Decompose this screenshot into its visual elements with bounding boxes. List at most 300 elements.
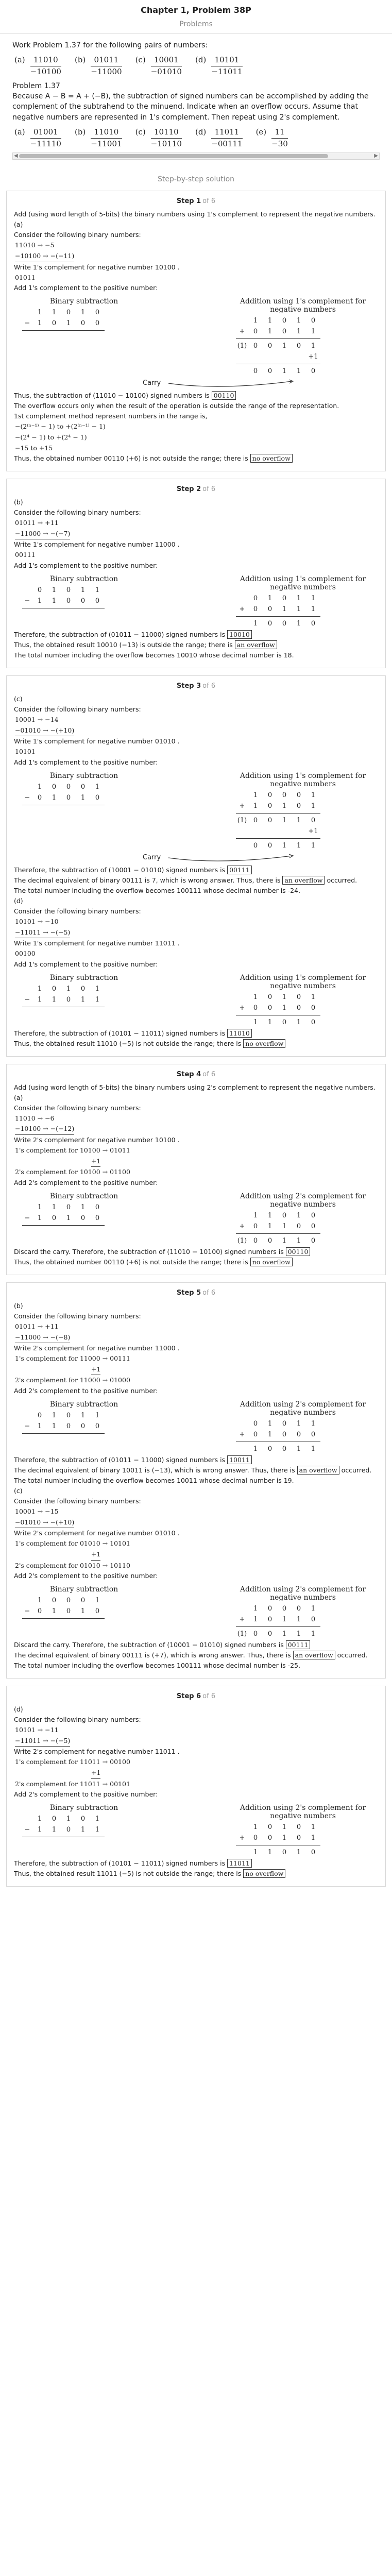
- digit-cell: 0: [282, 1445, 287, 1453]
- pair-top: 10101: [214, 55, 240, 65]
- overflow-box: an overflow: [293, 1651, 335, 1659]
- text: Therefore, the subtraction of (01011 − 11000) signed numbers is: [14, 631, 226, 639]
- pair-bottom: −30: [271, 138, 288, 150]
- digit-cell: 0: [267, 620, 272, 628]
- carry-label: Carry: [143, 379, 161, 387]
- no-overflow-box: no overflow: [243, 1869, 285, 1878]
- math: 2's complement for 11000 → 01000: [15, 1376, 130, 1384]
- subtraction-title: Binary subtraction: [49, 1585, 118, 1594]
- text: Consider the following binary numbers:: [14, 1312, 141, 1320]
- digit-cell: 1: [52, 1412, 57, 1420]
- digit-cell: +: [239, 1222, 245, 1230]
- scroll-right-icon[interactable]: ▶: [374, 153, 378, 159]
- digit-cell: 0: [296, 802, 301, 810]
- digit-cell: 0: [66, 1826, 71, 1834]
- text: occurred.: [341, 1466, 372, 1475]
- digit-cell: 1: [296, 1420, 301, 1428]
- pair-values: [30, 55, 61, 78]
- digit-cell: 0: [311, 367, 316, 376]
- digit-cell: 0: [311, 1236, 316, 1245]
- text: The total number including the overflow becomes 10011 whose decimal number is 19.: [14, 1477, 294, 1485]
- text: Add (using word length of 5-bits) the binary numbers using 1's complement to represent the negative numbers.: [14, 210, 376, 218]
- math: 10101 → −10: [15, 917, 59, 925]
- text: (b): [14, 498, 23, 506]
- digit-cell: 1: [95, 1815, 100, 1823]
- digit-cell: +1: [308, 353, 318, 361]
- pair-values: [271, 127, 288, 150]
- scrollbar-thumb[interactable]: [19, 154, 328, 158]
- digit-cell: 1: [66, 1815, 71, 1823]
- pair-label: (c): [135, 127, 146, 137]
- result-box: 00111: [286, 1640, 311, 1649]
- digit-cell: 1: [296, 1445, 301, 1453]
- digit-cell: 0: [296, 1431, 301, 1439]
- digit-cell: +: [239, 802, 245, 810]
- addition-grid: [236, 595, 370, 628]
- digit-cell: 0: [267, 1834, 272, 1842]
- text: Write 2's complement for negative number 10100 .: [14, 1136, 180, 1144]
- digit-cell: 0: [66, 1607, 71, 1616]
- digit-cell: 0: [267, 605, 272, 614]
- calculation: [14, 1585, 378, 1638]
- digit-cell: 0: [267, 342, 272, 350]
- digit-cell: −: [24, 1607, 30, 1616]
- pair-top: 11011: [214, 127, 240, 137]
- digit-cell: 1: [296, 620, 301, 628]
- text: (d): [14, 896, 23, 905]
- digit-cell: +1: [308, 827, 318, 835]
- digit-cell: 0: [253, 1834, 258, 1842]
- digit-cell: 0: [80, 1214, 86, 1222]
- digit-cell: 1: [80, 586, 86, 595]
- digit-cell: 0: [253, 367, 258, 376]
- digit-cell: 1: [296, 317, 301, 325]
- digit-cell: 0: [80, 783, 86, 791]
- digit-cell: 0: [267, 1616, 272, 1624]
- digit-cell: 1: [52, 309, 57, 317]
- pair-bottom: −11000: [91, 66, 122, 78]
- math: −11000 → −(−8): [15, 1332, 70, 1344]
- text: (d): [14, 1705, 23, 1714]
- digit-cell: 1: [267, 1849, 272, 1857]
- text: Add 1's complement to the positive number:: [14, 960, 158, 968]
- pair-top: 01011: [94, 55, 119, 65]
- digit-cell: 0: [296, 993, 301, 1001]
- digit-cell: 1: [296, 605, 301, 614]
- digit-cell: 1: [296, 841, 301, 850]
- digit-cell: 0: [282, 1018, 287, 1026]
- math: +1: [91, 1768, 100, 1779]
- digit-cell: 0: [80, 1597, 86, 1605]
- digit-cell: 1: [253, 1445, 258, 1453]
- digit-cell: 0: [253, 328, 258, 336]
- result-box: 11010: [227, 1029, 252, 1038]
- step-label: Step 4: [176, 1070, 201, 1078]
- math: 10001 → −15: [15, 1507, 59, 1516]
- digit-cell: 0: [66, 783, 71, 791]
- addition-title: Addition using 2's complement for negative numbers: [240, 1192, 366, 1209]
- text: Add 2's complement to the positive number:: [14, 1387, 158, 1395]
- text: The decimal equivalent of binary 00111 is (+7), which is wrong answer. Thus, there is: [14, 1651, 291, 1659]
- digit-cell: 1: [296, 816, 301, 824]
- calculation: [14, 1192, 378, 1245]
- digit-cell: 0: [253, 342, 258, 350]
- digit-cell: 0: [52, 783, 57, 791]
- digit-cell: +: [239, 1834, 245, 1842]
- scroll-left-icon[interactable]: ◀: [14, 153, 18, 159]
- digit-cell: 0: [282, 595, 287, 603]
- digit-cell: 0: [66, 1422, 71, 1431]
- digit-cell: 1: [267, 595, 272, 603]
- digit-cell: 0: [80, 1422, 86, 1431]
- digit-cell: +: [239, 1431, 245, 1439]
- digit-cell: 1: [267, 1420, 272, 1428]
- digit-cell: 1: [311, 1823, 316, 1832]
- sum-rule: [22, 1433, 105, 1434]
- step-count: of 6: [202, 1070, 216, 1078]
- digit-cell: −: [24, 597, 30, 605]
- subtraction-grid: [22, 985, 146, 1007]
- problem-pair: [135, 55, 182, 78]
- digit-cell: 0: [282, 791, 287, 799]
- digit-cell: 1: [253, 993, 258, 1001]
- math: 2's complement for 01010 → 10110: [15, 1561, 130, 1569]
- problem-pair: [75, 127, 122, 150]
- problem-pair: [75, 55, 122, 78]
- text: Thus, the obtained result 11011 (−5) is not outside the range; there is: [14, 1870, 242, 1878]
- digit-cell: 0: [296, 1834, 301, 1842]
- pair-bottom: −11110: [30, 138, 61, 150]
- text: (a): [14, 1093, 23, 1101]
- pair-bottom: −11001: [91, 138, 122, 150]
- digit-cell: (1): [237, 816, 247, 824]
- digit-cell: 1: [66, 1214, 71, 1222]
- digit-cell: 0: [282, 1431, 287, 1439]
- text: (c): [14, 1487, 23, 1495]
- text: Consider the following binary numbers:: [14, 907, 141, 915]
- digit-cell: (1): [237, 342, 247, 350]
- digit-cell: 0: [311, 1211, 316, 1219]
- pair-top: 10110: [154, 127, 179, 137]
- digit-cell: 0: [296, 1004, 301, 1012]
- step-label: Step 3: [176, 682, 201, 690]
- text: Write 2's complement for negative number 11000 .: [14, 1344, 180, 1352]
- pair-top: 10001: [154, 55, 179, 65]
- text: Discard the carry. Therefore, the subtraction of (11010 − 10100) signed numbers is: [14, 1247, 284, 1256]
- addition-title: Addition using 1's complement for negative numbers: [240, 973, 366, 990]
- text: Consider the following binary numbers:: [14, 231, 141, 239]
- pair-values: [91, 55, 122, 78]
- subtraction-grid: [22, 1204, 146, 1226]
- digit-cell: 1: [267, 1431, 272, 1439]
- problem-pair: [195, 127, 243, 150]
- result-box: 00110: [212, 391, 236, 400]
- digit-cell: 1: [296, 1616, 301, 1624]
- digit-cell: 1: [66, 319, 71, 328]
- header: [0, 0, 392, 28]
- digit-cell: 1: [282, 1630, 287, 1638]
- calculation: [14, 1804, 378, 1856]
- digit-cell: 1: [311, 1605, 316, 1613]
- digit-cell: 0: [95, 1214, 100, 1222]
- digit-cell: 1: [80, 309, 86, 317]
- pair-top: 11: [275, 127, 285, 137]
- addition-title: Addition using 1's complement for negative numbers: [240, 771, 366, 788]
- addition-title: Addition using 2's complement for negative numbers: [240, 1804, 366, 1821]
- digit-cell: 1: [282, 802, 287, 810]
- digit-cell: 0: [66, 995, 71, 1004]
- digit-cell: 1: [267, 1211, 272, 1219]
- digit-cell: 1: [282, 1236, 287, 1245]
- digit-cell: 0: [311, 1849, 316, 1857]
- digit-cell: 1: [37, 319, 42, 328]
- digit-cell: 1: [282, 816, 287, 824]
- step-count: of 6: [202, 1692, 216, 1701]
- calculation: [14, 772, 378, 850]
- problem-pairs: [14, 55, 380, 78]
- text: Write 1's complement for negative number 10100 .: [14, 263, 180, 271]
- math: 1's complement for 10100 → 01011: [15, 1146, 130, 1155]
- pair-label: (d): [195, 55, 207, 65]
- math: 10101: [15, 748, 36, 756]
- math: −(2⁽ⁿ⁻¹⁾ − 1) to +(2⁽ⁿ⁻¹⁾ − 1): [15, 422, 106, 431]
- text: Write 1's complement for negative number 01010 .: [14, 737, 180, 745]
- digit-cell: −: [24, 1826, 30, 1834]
- digit-cell: 1: [253, 1018, 258, 1026]
- pair-label: (e): [255, 127, 267, 137]
- text: Thus, the subtraction of (11010 − 10100) signed numbers is: [14, 392, 210, 400]
- digit-cell: 0: [267, 1823, 272, 1832]
- digit-cell: 1: [296, 1849, 301, 1857]
- sum-rule: [236, 813, 320, 814]
- digit-cell: +: [239, 605, 245, 614]
- digit-cell: 0: [296, 1222, 301, 1230]
- reference-pairs: [14, 127, 380, 150]
- digit-cell: 1: [80, 1826, 86, 1834]
- subtraction-title: Binary subtraction: [49, 575, 118, 584]
- step-label: Step 1: [176, 197, 201, 206]
- digit-cell: 1: [253, 1605, 258, 1613]
- pair-values: [91, 127, 122, 150]
- digit-cell: 1: [311, 342, 316, 350]
- addition-grid: [236, 1605, 370, 1638]
- digit-cell: 1: [253, 620, 258, 628]
- digit-cell: 1: [253, 1616, 258, 1624]
- digit-cell: 1: [52, 1826, 57, 1834]
- problem-pair: [135, 127, 182, 150]
- digit-cell: 1: [311, 841, 316, 850]
- subtraction-grid: [22, 586, 146, 608]
- digit-cell: −: [24, 319, 30, 328]
- digit-cell: 0: [52, 319, 57, 328]
- text: The overflow occurs only when the result of the operation is outside the range of the representation.: [14, 402, 339, 410]
- digit-cell: 0: [66, 1203, 71, 1211]
- digit-cell: 0: [95, 1422, 100, 1431]
- pair-top: 11010: [94, 127, 119, 137]
- digit-cell: 1: [282, 342, 287, 350]
- digit-cell: 1: [253, 1823, 258, 1832]
- math: 10101 → −11: [15, 1726, 59, 1734]
- digit-cell: 1: [282, 993, 287, 1001]
- digit-cell: 0: [52, 985, 57, 993]
- addition-grid: [236, 1212, 370, 1245]
- sum-rule: [236, 838, 320, 839]
- digit-cell: 1: [296, 595, 301, 603]
- digit-cell: 1: [80, 1607, 86, 1616]
- digit-cell: 0: [95, 319, 100, 328]
- text: Write 1's complement for negative number 11000 .: [14, 540, 180, 549]
- result-box: 10010: [227, 630, 252, 639]
- digit-cell: 1: [311, 1630, 316, 1638]
- digit-cell: 1: [37, 1815, 42, 1823]
- digit-cell: 1: [267, 328, 272, 336]
- digit-cell: 0: [253, 1236, 258, 1245]
- reference-label: Problem 1.37: [12, 81, 60, 90]
- text: Add (using word length of 5-bits) the binary numbers using 2's complement to represent the negative numbers.: [14, 1083, 376, 1091]
- carry-arrow: [14, 852, 374, 865]
- math: −10100 → −(−12): [15, 1124, 74, 1135]
- digit-cell: 0: [282, 1849, 287, 1857]
- text: Therefore, the subtraction of (10101 − 11011) signed numbers is: [14, 1029, 226, 1037]
- page-title: Chapter 1, Problem 38P: [141, 5, 251, 15]
- text: Therefore, the subtraction of (01011 − 11000) signed numbers is: [14, 1456, 226, 1464]
- digit-cell: 1: [311, 802, 316, 810]
- digit-cell: 1: [296, 1630, 301, 1638]
- digit-cell: 1: [37, 309, 42, 317]
- math: 00100: [15, 950, 36, 958]
- digit-cell: 1: [267, 1018, 272, 1026]
- digit-cell: 0: [311, 1616, 316, 1624]
- digit-cell: 0: [37, 1412, 42, 1420]
- text: Write 2's complement for negative number 11011 .: [14, 1748, 180, 1756]
- math: +1: [91, 1364, 100, 1376]
- digit-cell: 0: [296, 342, 301, 350]
- digit-cell: −: [24, 1214, 30, 1222]
- text: Add 2's complement to the positive number:: [14, 1790, 158, 1799]
- digit-cell: 0: [267, 1004, 272, 1012]
- digit-cell: 1: [52, 793, 57, 802]
- text: Consider the following binary numbers:: [14, 509, 141, 517]
- pair-values: [151, 127, 182, 150]
- problems-tab[interactable]: Problems: [179, 20, 213, 28]
- text: The decimal equivalent of binary 10011 is (−13), which is wrong answer. Thus, there is: [14, 1466, 295, 1475]
- problem-intro: Work Problem 1.37 for the following pairs of numbers:: [12, 41, 208, 49]
- digit-cell: 1: [282, 367, 287, 376]
- digit-cell: 1: [311, 791, 316, 799]
- digit-cell: 1: [296, 1236, 301, 1245]
- digit-cell: −: [24, 793, 30, 802]
- digit-cell: 0: [311, 620, 316, 628]
- digit-cell: 0: [311, 816, 316, 824]
- digit-cell: 1: [52, 1203, 57, 1211]
- digit-cell: 0: [267, 791, 272, 799]
- digit-cell: 0: [311, 317, 316, 325]
- digit-cell: 1: [253, 1211, 258, 1219]
- digit-cell: 1: [311, 1420, 316, 1428]
- reference-text: Because A − B = A + (−B), the subtraction of signed numbers can be accomplished by adding the complement of the subtrahend to the minuend. Indicate when an overflow occurs. Assume that negative numbers are represented in 1's complement. Then repeat using 2's complement.: [12, 92, 369, 122]
- text: 1st complement method represent numbers in the range is,: [14, 412, 208, 420]
- digit-cell: 0: [267, 816, 272, 824]
- digit-cell: (1): [237, 1630, 247, 1638]
- pair-top: 01001: [33, 127, 58, 137]
- digit-cell: 1: [37, 783, 42, 791]
- math: 1's complement for 11000 → 00111: [15, 1354, 130, 1363]
- text: Therefore, the subtraction of (10001 − 01010) signed numbers is: [14, 866, 226, 874]
- digit-cell: 0: [66, 1412, 71, 1420]
- digit-cell: 1: [311, 595, 316, 603]
- text: Consider the following binary numbers:: [14, 705, 141, 714]
- digit-cell: −: [24, 1422, 30, 1431]
- digit-cell: 1: [253, 1849, 258, 1857]
- step-count: of 6: [202, 485, 216, 494]
- digit-cell: 1: [282, 1834, 287, 1842]
- digit-cell: 1: [80, 995, 86, 1004]
- pair-values: [30, 127, 61, 150]
- digit-cell: 0: [95, 1607, 100, 1616]
- digit-cell: 0: [267, 1445, 272, 1453]
- carry-arrow: [14, 377, 374, 391]
- digit-cell: 0: [311, 1004, 316, 1012]
- digit-cell: 0: [66, 793, 71, 802]
- math: 1's complement for 11011 → 00100: [15, 1758, 130, 1766]
- problem-pair: [195, 55, 243, 78]
- subtraction-title: Binary subtraction: [49, 1400, 118, 1409]
- step-count: of 6: [202, 682, 216, 690]
- overflow-box: an overflow: [235, 640, 277, 649]
- addition-title: Addition using 2's complement for negative numbers: [240, 1585, 366, 1602]
- math: 11010 → −5: [15, 241, 55, 249]
- step-2: [6, 479, 386, 668]
- text: The decimal equivalent of binary 00111 is 7, which is wrong answer. Thus, there is: [14, 876, 281, 884]
- digit-cell: 0: [95, 597, 100, 605]
- digit-cell: 1: [37, 1826, 42, 1834]
- pair-label: (b): [74, 127, 86, 137]
- digit-cell: 1: [95, 1412, 100, 1420]
- text: Discard the carry. Therefore, the subtraction of (10001 − 01010) signed numbers is: [14, 1641, 284, 1649]
- digit-cell: 0: [253, 595, 258, 603]
- digit-cell: 0: [296, 1605, 301, 1613]
- text: Add 1's complement to the positive number:: [14, 758, 158, 766]
- addition-grid: [236, 993, 370, 1026]
- step-count: of 6: [202, 1289, 216, 1297]
- digit-cell: 0: [52, 1214, 57, 1222]
- subtraction-title: Binary subtraction: [49, 1192, 118, 1200]
- digit-cell: 1: [80, 793, 86, 802]
- pair-label: (d): [195, 127, 207, 137]
- digit-cell: 0: [66, 597, 71, 605]
- step-1: [6, 191, 386, 471]
- result-box: 10011: [227, 1455, 252, 1464]
- digit-cell: 0: [282, 1420, 287, 1428]
- digit-cell: 0: [253, 605, 258, 614]
- pair-bottom: −00111: [211, 138, 242, 150]
- digit-cell: 0: [80, 1815, 86, 1823]
- pair-bottom: −10100: [30, 66, 61, 78]
- digit-cell: 1: [253, 802, 258, 810]
- text: (c): [14, 695, 23, 703]
- horizontal-scrollbar[interactable]: [12, 152, 380, 160]
- math: 11010 → −6: [15, 1114, 55, 1122]
- pair-bottom: −11011: [211, 66, 242, 78]
- text: The total number including the overflow becomes 10010 whose decimal number is 18.: [14, 651, 294, 659]
- addition-title: Addition using 2's complement for negative numbers: [240, 1400, 366, 1417]
- sum-rule: [22, 1225, 105, 1226]
- digit-cell: 0: [95, 309, 100, 317]
- digit-cell: 1: [95, 1826, 100, 1834]
- digit-cell: 0: [66, 1597, 71, 1605]
- digit-cell: 0: [80, 597, 86, 605]
- math: −(2⁴ − 1) to +(2⁴ − 1): [15, 433, 87, 441]
